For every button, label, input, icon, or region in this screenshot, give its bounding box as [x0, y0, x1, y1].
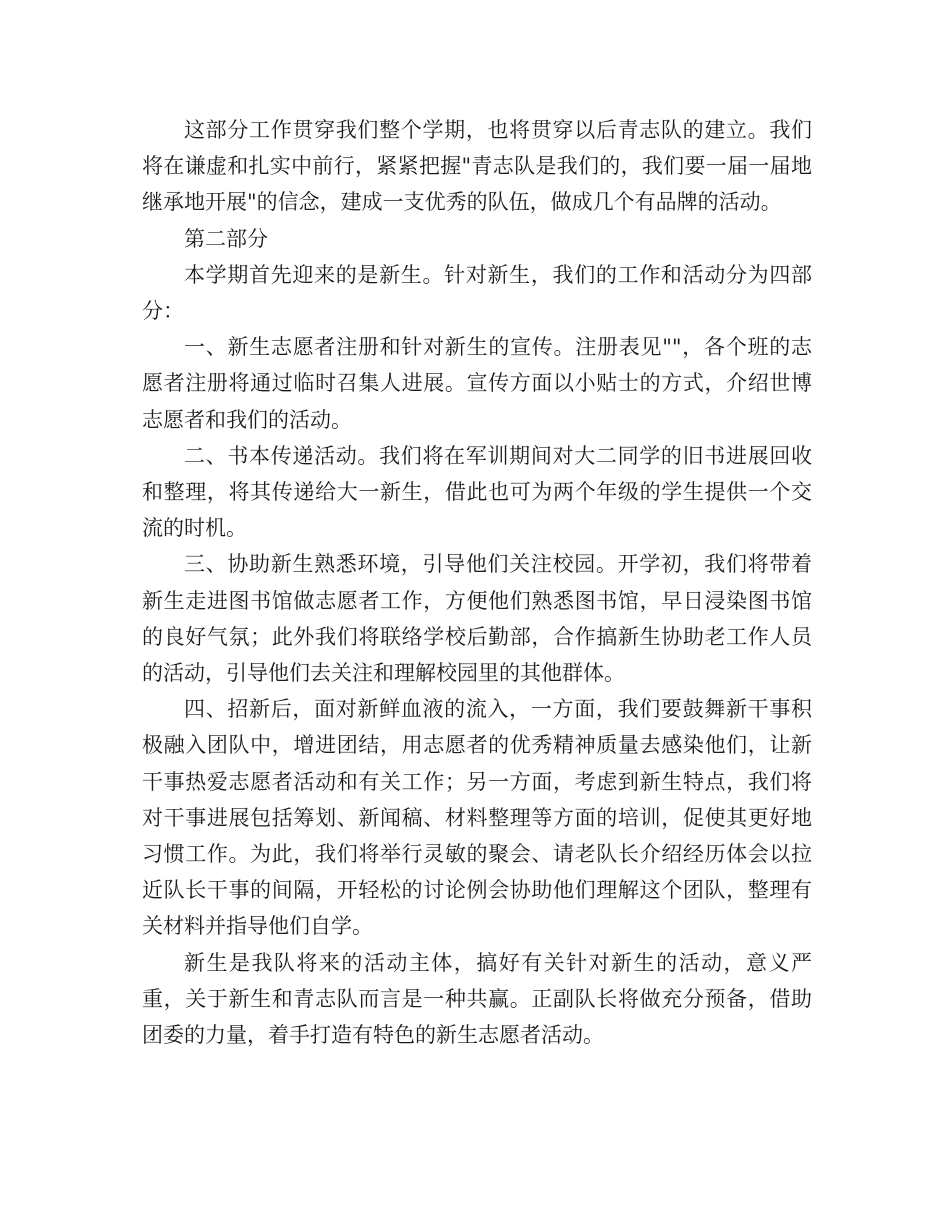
paragraph-item-3: 三、协助新生熟悉环境，引导他们关注校园。开学初，我们将带着新生走进图书馆做志愿者工作，方便他们熟悉图书馆，早日浸染图书馆的良好气氛；此外我们将联络学校后勤部，合作搞新生协助老工作人员的活动，引导他们去关注和理解校园里的其他群体。 [142, 552, 812, 686]
paragraph-intro-freshmen: 本学期首先迎来的是新生。针对新生，我们的工作和活动分为四部分： [142, 262, 812, 324]
section-heading-part-two: 第二部分 [184, 226, 268, 251]
document-body [142, 112, 812, 1053]
paragraph-conclusion: 新生是我队将来的活动主体，搞好有关针对新生的活动，意义严重，关于新生和青志队而言是一种共赢。正副队长将做充分预备，借助团委的力量，着手打造有特色的新生志愿者活动。 [142, 950, 812, 1048]
paragraph-1: 这部分工作贯穿我们整个学期，也将贯穿以后青志队的建立。我们将在谦虚和扎实中前行，紧紧把握"青志队是我们的，我们要一届一届地继承地开展"的信念，建成一支优秀的队伍，做成几个有品牌的活动。 [142, 118, 812, 215]
paragraph-item-1: 一、新生志愿者注册和针对新生的宣传。注册表见""，各个班的志愿者注册将通过临时召集人进展。宣传方面以小贴士的方式，介绍世博志愿者和我们的活动。 [142, 335, 812, 432]
paragraph-item-4: 四、招新后，面对新鲜血液的流入，一方面，我们要鼓舞新干事积极融入团队中，增进团结，用志愿者的优秀精神质量去感染他们，让新干事热爱志愿者活动和有关工作；另一方面，考虑到新生特点，我们将对干事进展包括筹划、新闻稿、材料整理等方面的培训，促使其更好地习惯工作。为此，我们将举行灵敏的聚会、请老队长介绍经历体会以拉近队长干事的间隔，开轻松的讨论例会协助他们理解这个团队，整理有关材料并指导他们自学。 [142, 697, 812, 939]
paragraph-item-2: 二、书本传递活动。我们将在军训期间对大二同学的旧书进展回收和整理，将其传递给大一新生，借此也可为两个年级的学生提供一个交流的时机。 [142, 443, 812, 541]
